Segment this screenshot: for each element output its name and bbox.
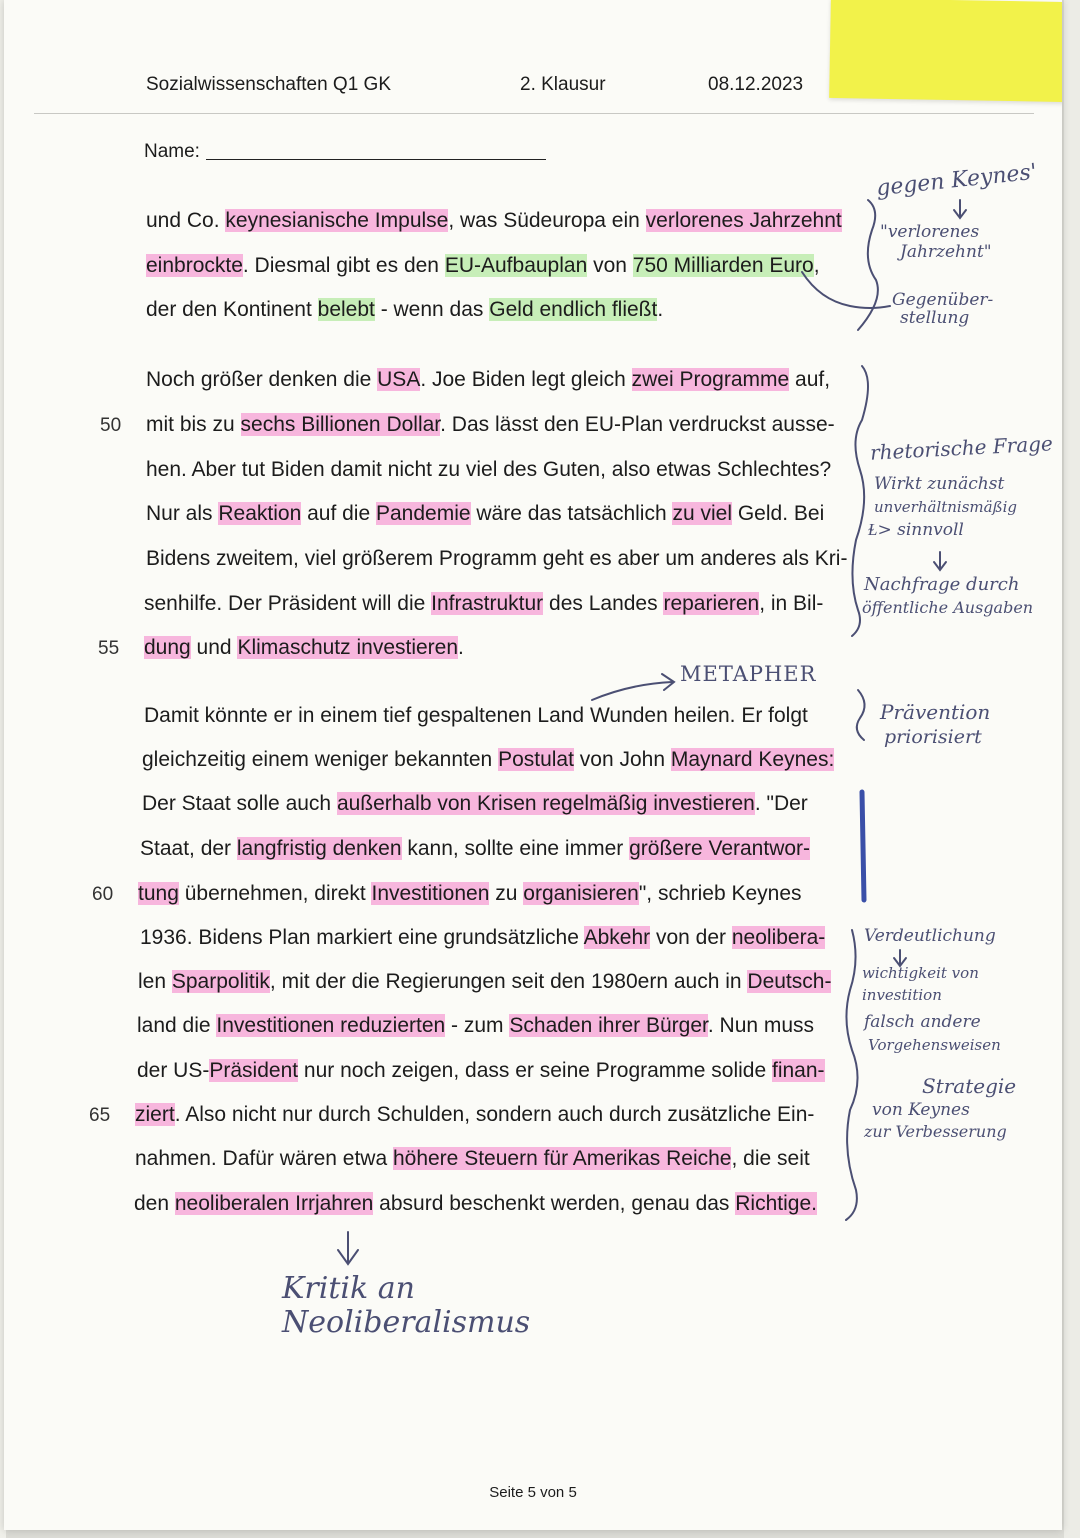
highlight-pink: keynesianische Impulse [225,209,449,232]
text-line [140,924,825,952]
text-segment: ", schrieb Keynes [638,882,802,905]
text-line [135,1145,810,1173]
note-verdeutlichung-3: investition [862,986,942,1004]
text-segment: len [138,970,172,993]
text-line [146,207,842,235]
text-line [140,835,810,863]
text-segment: wäre das tatsächlich [470,502,673,525]
text-segment: des Landes [543,592,664,615]
text-line [144,702,808,730]
name-label: Name: [144,141,200,162]
text-segment: übernehmen, direkt [178,882,372,905]
text-segment: nur noch zeigen, dass er seine Programme solide [298,1059,772,1082]
note-gegenueberstellung-1: Gegenüber- [892,290,994,310]
text-segment: . Das lässt den EU-Plan verdruckst ausse- [440,413,835,436]
text-segment: Geld. Bei [732,502,825,525]
text-line [146,411,835,439]
text-segment: hen. Aber tut Biden damit nicht zu viel des Guten, also etwas Schlechtes? [146,458,832,481]
note-nachfrage-1: Nachfrage durch [864,574,1020,595]
highlight-pink: Postulat [498,748,574,771]
note-rhetorische-frage: rhetorische Frage [869,431,1054,465]
sticky-note [829,0,1062,102]
highlight-pink: höhere Steuern für Amerikas Reiche [392,1147,732,1170]
note-strategie-3: zur Verbesserung [864,1122,1007,1141]
text-segment: Staat, der [140,837,237,860]
text-line [135,1101,814,1129]
note-verlorenes-jahrzehnt-1: "verlorenes [880,222,980,242]
text-segment: von [587,254,633,277]
text-line [138,968,831,996]
highlight-pink: tung [138,882,179,905]
highlight-pink: Investitionen reduzierten [216,1014,446,1037]
highlight-pink: finan- [772,1059,825,1082]
text-segment: Damit könnte er in einem tief gespaltenen Land Wunden heilen. Er folgt [144,704,808,727]
highlight-pink: USA [377,368,421,391]
text-line [146,545,847,573]
note-wirkt-zunaechst: Wirkt zunächst [874,474,1005,494]
text-segment: mit bis zu [146,413,241,436]
highlight-green: 750 Milliarden Euro [632,254,814,277]
text-segment: , [813,254,820,277]
note-unverhaeltnismaessig: unverhältnismäßig [874,498,1018,516]
text-segment: land die [137,1014,217,1037]
text-segment: 1936. Bidens Plan markiert eine grundsätzliche [140,926,584,949]
note-kritik-1: Kritik an [282,1271,415,1306]
text-segment: der den Kontinent [146,298,318,321]
text-line [142,790,808,818]
text-segment: Noch größer denken die [146,368,378,391]
text-segment: - wenn das [374,298,490,321]
text-segment: Nur als [146,502,219,525]
highlight-pink: Pandemie [375,502,471,525]
page-number: Seite 5 von 5 [489,1484,577,1501]
text-segment: absurd beschenkt werden, genau das [373,1192,736,1215]
note-verdeutlichung-1: Verdeutlichung [864,926,996,946]
highlight-pink: neolibera- [731,926,826,949]
highlight-green: belebt [317,298,375,321]
exam-title: 2. Klausur [520,74,606,95]
text-line [142,746,834,774]
text-segment: - zum [445,1014,510,1037]
text-segment: . "Der [754,792,808,815]
text-segment: und Co. [146,209,226,232]
name-field-line [206,159,546,160]
highlight-pink: langfristig denken [236,837,402,860]
highlight-pink: Reaktion [218,502,302,525]
text-segment: kann, sollte eine immer [401,837,630,860]
highlight-pink: ziert [135,1103,175,1126]
note-praevention-1: Prävention [880,700,991,724]
note-strategie-2: von Keynes [872,1100,970,1120]
text-segment: . Nun muss [707,1014,815,1037]
text-segment: von der [650,926,732,949]
text-segment: . Diesmal gibt es den [242,254,445,277]
note-falsch-2: Vorgehensweisen [868,1036,1001,1054]
text-line [146,252,820,280]
highlight-pink: organisieren [523,882,639,905]
highlight-pink: reparieren [663,592,760,615]
highlight-green: EU-Aufbauplan [444,254,588,277]
highlight-pink: außerhalb von Krisen regelmäßig investieren [336,792,755,815]
highlight-pink: einbrockte [146,254,243,277]
text-segment: , mit der die Regierungen seit den 1980ern auch in [269,970,748,993]
line-number: 50 [100,415,122,436]
text-segment: . Also nicht nur durch Schulden, sondern auch durch zusätzliche Ein- [174,1103,815,1126]
text-segment: senhilfe. Der Präsident will die [144,592,432,615]
text-segment: zu [489,882,524,905]
highlight-pink: Präsident [209,1059,299,1082]
text-line [146,500,824,528]
highlight-pink: Infrastruktur [431,592,544,615]
highlight-pink: dung [144,636,191,659]
note-strategie-1: Strategie [922,1074,1017,1098]
highlight-pink: Deutsch- [747,970,832,993]
text-segment: Der Staat solle auch [142,792,337,815]
highlight-pink: Sparpolitik [171,970,270,993]
highlight-pink: Maynard Keynes: [670,748,835,771]
highlight-pink: zwei Programme [631,368,790,391]
note-kritik-2: Neoliberalismus [282,1305,531,1340]
highlight-pink: verlorenes Jahrzehnt [645,209,842,232]
note-verlorenes-jahrzehnt-2: Jahrzehnt" [900,242,992,262]
course-title: Sozialwissenschaften Q1 GK [146,74,392,95]
note-gegenueberstellung-2: stellung [900,308,970,328]
text-line [137,1057,825,1085]
binder-edge [1064,0,1080,1538]
line-number: 60 [92,884,114,905]
note-sinnvoll: Ɫ> sinnvoll [868,520,964,540]
highlight-pink: Klimaschutz investieren [237,636,459,659]
text-line [138,880,802,908]
text-line [146,456,831,484]
note-nachfrage-2: öffentliche Ausgaben [862,598,1034,617]
note-gegen-keynes: gegen Keynes' [875,159,1039,202]
text-line [137,1012,814,1040]
note-metapher: METAPHER [680,662,817,686]
text-line [134,1190,817,1218]
text-segment: auf, [789,368,831,391]
note-falsch-1: falsch andere [864,1012,981,1032]
line-number: 55 [98,638,120,659]
header-rule [34,113,1034,114]
note-verdeutlichung-2: wichtigkeit von [862,964,979,982]
text-segment: Bidens zweitem, viel größerem Programm geht es aber um anderes als Kri- [146,547,848,570]
text-segment: , in Bil- [759,592,824,615]
text-line [146,296,663,324]
exam-date: 08.12.2023 [708,74,804,95]
highlight-pink: Richtige. [735,1192,817,1215]
text-line [146,366,830,394]
text-segment: , die seit [731,1147,810,1170]
text-segment: , was Südeuropa ein [448,209,646,232]
highlight-pink: neoliberalen Irrjahren [174,1192,374,1215]
text-segment: der US- [137,1059,210,1082]
text-segment: den [134,1192,175,1215]
text-segment: gleichzeitig einem weniger bekannten [142,748,499,771]
line-number: 65 [89,1105,111,1126]
highlight-pink: zu viel [672,502,733,525]
text-line [144,634,464,662]
text-segment: von John [573,748,671,771]
text-segment: nahmen. Dafür wären etwa [135,1147,393,1170]
text-segment: auf die [301,502,376,525]
highlight-pink: sechs Billionen Dollar [240,413,441,436]
text-line [144,590,823,618]
highlight-pink: Investitionen [371,882,490,905]
text-segment: . [657,298,664,321]
highlight-green: Geld endlich fließt [489,298,658,321]
text-segment: . [458,636,464,659]
highlight-pink: Schaden ihrer Bürger [509,1014,708,1037]
highlight-pink: größere Verantwor- [629,837,811,860]
text-segment: . Joe Biden legt gleich [420,368,632,391]
highlight-pink: Abkehr [583,926,651,949]
exam-sheet [4,0,1062,1530]
note-praevention-2: priorisiert [884,726,982,748]
text-segment: und [190,636,238,659]
